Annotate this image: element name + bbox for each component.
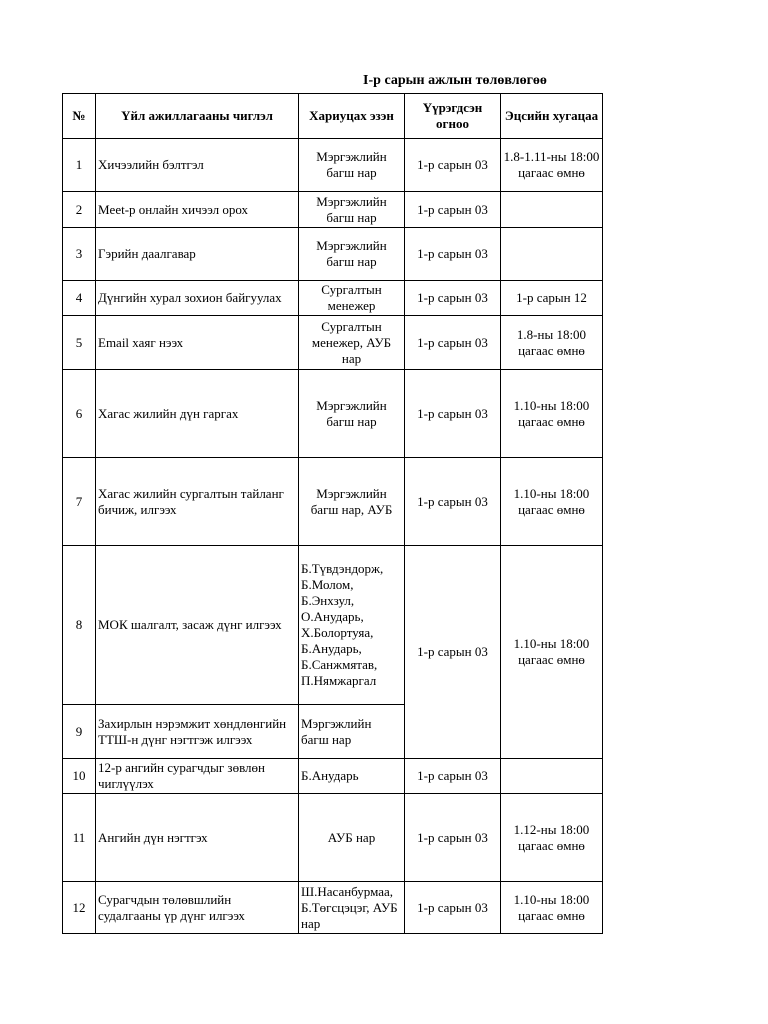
row-responsible: Б.Түвдэндорж, Б.Молом, Б.Энхзул, О.Анударь, Х.Болортуяа, Б.Анударь, Б.Санжмятав, П.Нямжаргал <box>299 546 405 705</box>
row-deadline <box>501 228 603 281</box>
row-number: 5 <box>63 316 96 370</box>
table-row <box>63 458 603 546</box>
row-received-date: 1-р сарын 03 <box>405 139 501 192</box>
header-no: № <box>63 94 96 139</box>
row-received-date: 1-р сарын 03 <box>405 794 501 882</box>
row-deadline: 1.8-ны 18:00 цагаас өмнө <box>501 316 603 370</box>
row-number: 7 <box>63 458 96 546</box>
table-row <box>63 139 603 192</box>
row-number: 10 <box>63 759 96 794</box>
row-number: 9 <box>63 705 96 759</box>
table-row <box>63 759 603 794</box>
row-activity: Meet-р онлайн хичээл орох <box>96 192 299 228</box>
row-responsible: Мэргэжлийн багш нар <box>299 705 405 759</box>
row-responsible: Мэргэжлийн багш нар <box>299 192 405 228</box>
table-row <box>63 316 603 370</box>
row-deadline <box>501 759 603 794</box>
row-number: 3 <box>63 228 96 281</box>
row-responsible: Сургалтын менежер, АУБ нар <box>299 316 405 370</box>
row-deadline: 1.10-ны 18:00 цагаас өмнө <box>501 458 603 546</box>
table-row <box>63 370 603 458</box>
row-number: 6 <box>63 370 96 458</box>
row-number: 1 <box>63 139 96 192</box>
row-received-date: 1-р сарын 03 <box>405 228 501 281</box>
row-received-date: 1-р сарын 03 <box>405 192 501 228</box>
table-row <box>63 794 603 882</box>
plan-table <box>62 93 603 934</box>
row-activity: Хичээлийн бэлтгэл <box>96 139 299 192</box>
row-activity: Хагас жилийн дүн гаргах <box>96 370 299 458</box>
row-activity: Захирлын нэрэмжит хөндлөнгийн ТТШ-н дүнг нэгтгэж илгээх <box>96 705 299 759</box>
row-activity: Email хаяг нээх <box>96 316 299 370</box>
row-deadline: 1.12-ны 18:00 цагаас өмнө <box>501 794 603 882</box>
row-activity: МОК шалгалт, засаж дүнг илгээх <box>96 546 299 705</box>
table-header-row <box>63 94 603 139</box>
row-responsible: Мэргэжлийн багш нар <box>299 139 405 192</box>
row-responsible: Сургалтын менежер <box>299 281 405 316</box>
row-received-date: 1-р сарын 03 <box>405 546 501 759</box>
document-title: I-р сарын ажлын төлөвлөгөө <box>363 73 547 88</box>
table-row <box>63 546 603 705</box>
table-row <box>63 228 603 281</box>
row-responsible: АУБ нар <box>299 794 405 882</box>
row-activity: Ангийн дүн нэгтгэх <box>96 794 299 882</box>
row-activity: Дүнгийн хурал зохион байгуулах <box>96 281 299 316</box>
row-activity: Гэрийн даалгавар <box>96 228 299 281</box>
row-received-date: 1-р сарын 03 <box>405 316 501 370</box>
header-activity: Үйл ажиллагааны чиглэл <box>96 94 299 139</box>
row-activity: 12-р ангийн сурагчдыг зөвлөн чиглүүлэх <box>96 759 299 794</box>
table-row <box>63 882 603 934</box>
row-number: 11 <box>63 794 96 882</box>
row-activity: Хагас жилийн сургалтын тайланг бичиж, илгээх <box>96 458 299 546</box>
row-received-date: 1-р сарын 03 <box>405 370 501 458</box>
row-deadline <box>501 192 603 228</box>
header-received-date: Үүрэгдсэн огноо <box>405 94 501 139</box>
table-row <box>63 281 603 316</box>
row-deadline: 1-р сарын 12 <box>501 281 603 316</box>
table-row <box>63 192 603 228</box>
row-number: 8 <box>63 546 96 705</box>
row-deadline: 1.10-ны 18:00 цагаас өмнө <box>501 546 603 759</box>
row-responsible: Мэргэжлийн багш нар, АУБ <box>299 458 405 546</box>
row-received-date: 1-р сарын 03 <box>405 882 501 934</box>
row-responsible: Мэргэжлийн багш нар <box>299 228 405 281</box>
row-number: 4 <box>63 281 96 316</box>
row-received-date: 1-р сарын 03 <box>405 458 501 546</box>
row-responsible: Б.Анударь <box>299 759 405 794</box>
header-deadline: Эцсийн хугацаа <box>501 94 603 139</box>
row-received-date: 1-р сарын 03 <box>405 281 501 316</box>
row-number: 12 <box>63 882 96 934</box>
row-deadline: 1.10-ны 18:00 цагаас өмнө <box>501 882 603 934</box>
row-received-date: 1-р сарын 03 <box>405 759 501 794</box>
row-activity: Сурагчдын төлөвшлийн судалгааны үр дүнг илгээх <box>96 882 299 934</box>
row-responsible: Мэргэжлийн багш нар <box>299 370 405 458</box>
row-responsible: Ш.Насанбурмаа, Б.Төгсцэцэг, АУБ нар <box>299 882 405 934</box>
header-responsible: Хариуцах эзэн <box>299 94 405 139</box>
row-number: 2 <box>63 192 96 228</box>
row-deadline: 1.8-1.11-ны 18:00 цагаас өмнө <box>501 139 603 192</box>
row-deadline: 1.10-ны 18:00 цагаас өмнө <box>501 370 603 458</box>
